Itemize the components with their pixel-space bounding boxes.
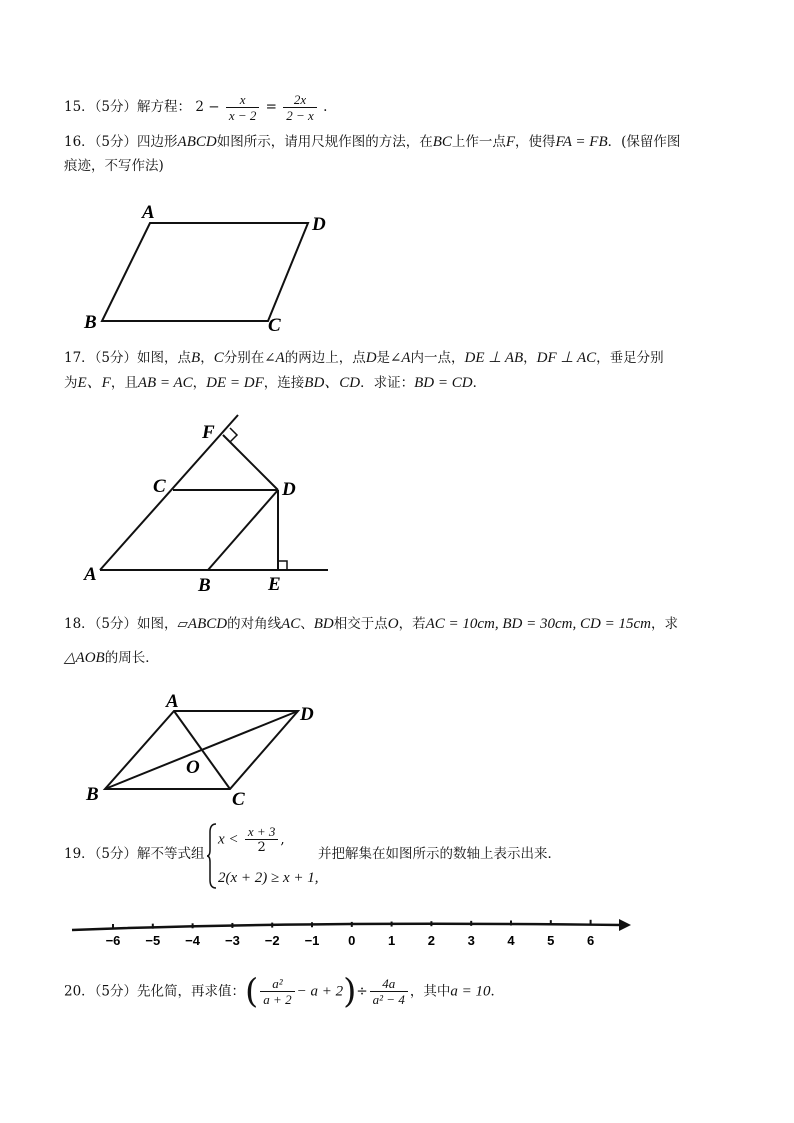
q19-tick-label: 4 xyxy=(507,933,515,948)
q18-label-A: A xyxy=(166,691,179,712)
q19-tick-label: −1 xyxy=(304,933,320,948)
q19-tick-label: 0 xyxy=(348,933,356,948)
q16-label-D: D xyxy=(312,214,326,235)
q17-label-B: B xyxy=(198,575,211,596)
q19-ineq2: 2(x + 2) ≥ x + 1, xyxy=(218,870,319,886)
q19-ineq1-num: x + 3 xyxy=(245,824,279,840)
q19-prefix: 19．（5分）解不等式组 xyxy=(64,846,205,862)
q19-tick-label: 6 xyxy=(586,933,595,948)
q20-suffix: ，其中 xyxy=(409,983,451,1000)
q18-text-b: 的对角线 xyxy=(227,616,282,632)
q17-ef: E、F xyxy=(77,375,111,391)
q16-equation: FA = FB xyxy=(555,134,608,150)
q20-fraction-2 xyxy=(370,976,408,1007)
q17-comma3: ， xyxy=(192,375,207,391)
q17-label-C: C xyxy=(153,476,166,497)
q20-left-paren: ( xyxy=(245,971,259,1012)
q17-text-b: 分别在∠ xyxy=(223,350,276,366)
q18-values: AC = 10cm, BD = 30cm, CD = 15cm xyxy=(425,616,651,632)
q17-label-D: D xyxy=(282,479,296,500)
q16-text-d: ，使得 xyxy=(515,134,556,150)
q17-text-g: 为 xyxy=(64,375,78,391)
q20-divide: ÷ xyxy=(356,983,368,1000)
q20-f1-num: a² xyxy=(260,976,294,992)
q20-rest: − a + 2 xyxy=(296,983,344,1000)
q17-bd-cd: BD、CD xyxy=(304,375,361,391)
q17-text-d: 是∠ xyxy=(376,350,402,366)
q18-text-line2: 的周长． xyxy=(104,650,159,666)
q17-a: A xyxy=(275,350,285,366)
q19-axis-arrow xyxy=(619,919,631,931)
q17-perp2: DF ⊥ AC xyxy=(536,350,597,366)
q17-label-F: F xyxy=(202,422,215,443)
q19-suffix: 并把解集在如图所示的数轴上表示出来． xyxy=(318,846,561,862)
q18-label-B: B xyxy=(86,784,99,805)
q19-tick-label: −6 xyxy=(105,933,121,948)
q19-tick-label: 3 xyxy=(467,933,475,948)
q17-perp1: DE ⊥ AB xyxy=(464,350,524,366)
q18-parallelogram-symbol: ▱ xyxy=(177,616,188,632)
q19-ineq1-lhs: x < xyxy=(218,831,239,848)
q15-end: . xyxy=(323,99,328,115)
q16-text-e: ．(保留作图 xyxy=(607,134,681,150)
q19-tick-label: 1 xyxy=(387,933,396,948)
q18-ac: AC xyxy=(281,616,301,632)
q17-comma1: ， xyxy=(200,350,214,366)
q18-label-O: O xyxy=(186,757,200,778)
q19-tick-label: −5 xyxy=(145,933,161,948)
q15-f1-den: x − 2 xyxy=(228,108,257,123)
q19-tick-label: −4 xyxy=(185,933,201,948)
q17-b: B xyxy=(191,350,201,366)
q17-text-a: 17．（5分）如图，点 xyxy=(64,350,192,366)
q15-minus: − xyxy=(208,99,220,115)
q15-f2-den: 2 − x xyxy=(286,108,314,123)
q19-tick-label: −2 xyxy=(264,933,280,948)
q18-text-a: 18．（5分）如图， xyxy=(64,616,178,632)
q17-comma2: ， xyxy=(523,350,537,366)
q18-abcd: ABCD xyxy=(187,616,228,632)
q17-label-A: A xyxy=(84,564,97,585)
q17-eq3: BD = CD xyxy=(414,375,473,391)
q17-text-j: ．求证： xyxy=(360,375,415,391)
q16-f: F xyxy=(505,134,516,150)
q16-text-c: 上作一点 xyxy=(451,134,506,150)
q16-label-B: B xyxy=(84,312,97,333)
q16-bc: BC xyxy=(432,134,452,150)
q17-text-e: 内一点， xyxy=(410,350,465,366)
q17-d: D xyxy=(365,350,377,366)
q16-abcd: ABCD xyxy=(177,134,217,150)
q16-label-A: A xyxy=(142,202,155,223)
q18-text-c: 相交于点 xyxy=(333,616,388,632)
q20-right-paren: ) xyxy=(343,971,357,1012)
q18-o: O xyxy=(387,616,399,632)
q18-triangle: △AOB xyxy=(64,650,105,666)
q20-fraction-1 xyxy=(260,976,294,1007)
q17-text-f: ，垂足分别 xyxy=(596,350,664,366)
q19-tick-label: 2 xyxy=(427,933,436,948)
q20-prefix: 20．（5分）先化简，再求值： xyxy=(64,983,246,1000)
q16-text-line2: 痕迹，不写作法) xyxy=(64,158,164,174)
q19-tick-label: −3 xyxy=(224,933,240,948)
q15-f2-num: 2x xyxy=(283,92,317,108)
question-20 xyxy=(64,971,504,1012)
q15-prefix: 15．（5分）解方程： xyxy=(64,99,192,115)
q15-equals: = xyxy=(265,99,277,115)
q18-dun: 、 xyxy=(300,616,314,632)
q20-end: ． xyxy=(490,983,504,1000)
q15-f1-num: x xyxy=(226,92,260,108)
q20-f2-den: a² − 4 xyxy=(372,992,405,1007)
q20-f2-num: 4a xyxy=(370,976,408,992)
q19-axis-line xyxy=(72,924,622,930)
q16-label-C: C xyxy=(268,315,281,336)
q20-f1-den: a + 2 xyxy=(263,992,292,1007)
q18-bd: BD xyxy=(313,616,334,632)
q18-text-e: ，求 xyxy=(650,616,678,632)
q18-text-d: ，若 xyxy=(398,616,426,632)
q17-text-h: ，且 xyxy=(110,375,138,391)
q17-c: C xyxy=(213,350,224,366)
q17-text-c: 的两边上，点 xyxy=(284,350,366,366)
q18-label-D: D xyxy=(300,704,314,725)
q19-ineq1-end: , xyxy=(280,831,285,848)
q17-label-E: E xyxy=(268,574,281,595)
q19-tick-label: 5 xyxy=(547,933,555,948)
q15-two: 2 xyxy=(195,99,204,115)
q17-eq1: AB = AC xyxy=(137,375,193,391)
q17-eq2: DE = DF xyxy=(206,375,264,391)
q20-condition: a = 10 xyxy=(450,983,491,1000)
q18-label-C: C xyxy=(232,789,245,810)
q17-text-k: ． xyxy=(472,375,487,391)
q17-text-i: ，连接 xyxy=(263,375,305,391)
q16-text-b: 如图所示，请用尺规作图的方法，在 xyxy=(216,134,433,150)
q16-text-a: 16．（5分）四边形 xyxy=(64,134,178,150)
q19-ineq1-den: 2 xyxy=(257,840,266,855)
q17-a2: A xyxy=(401,350,411,366)
